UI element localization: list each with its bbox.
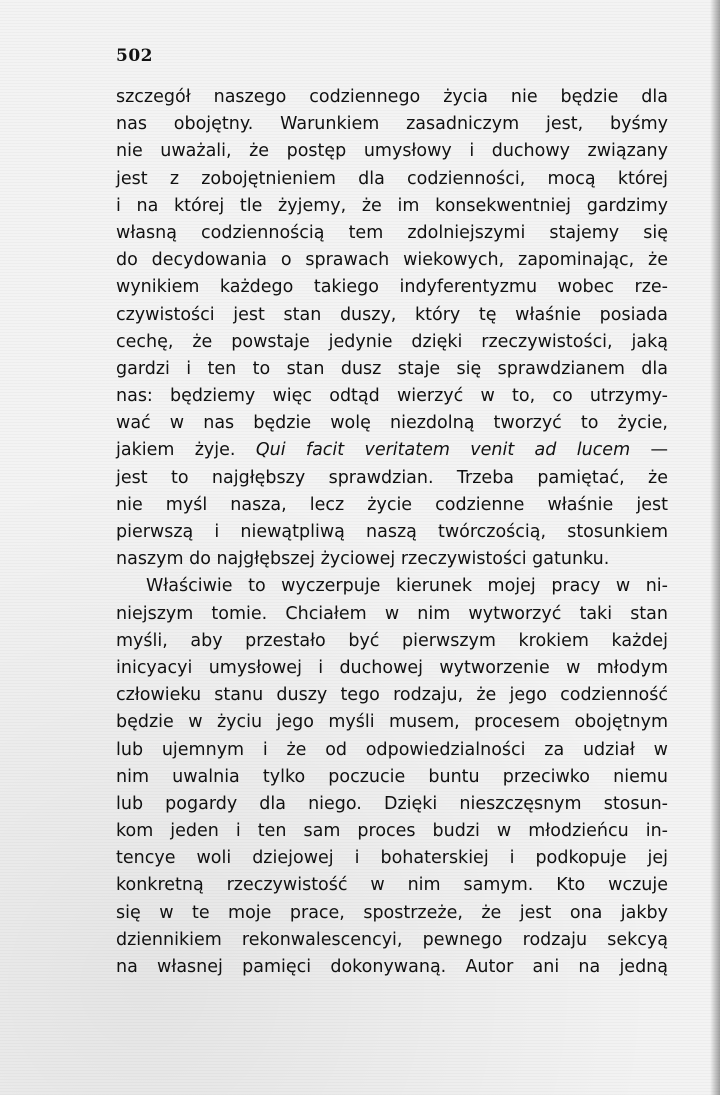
text-line: nie uważali, że postęp umysłowy i duchowy związany bbox=[116, 141, 668, 162]
text-line: szczegół naszego codziennego życia nie będzie dla bbox=[116, 87, 668, 107]
text-fragment: — bbox=[630, 440, 668, 461]
text-line: lub ujemnym i że od odpowiedzialności za udział w bbox=[116, 739, 668, 760]
text-line: lub pogardy dla niego. Dzięki nieszczęsnym stosun- bbox=[116, 793, 668, 814]
text-line: nie myśl nasza, lecz życie codzienne właśnie jest bbox=[116, 494, 668, 515]
text-line: nim uwalnia tylko poczucie buntu przeciwko niemu bbox=[116, 766, 668, 787]
text-line: cechę, że powstaje jedynie dzięki rzeczywistości, jaką bbox=[116, 331, 668, 352]
text-line: człowieku stanu duszy tego rodzaju, że jego codzienność bbox=[116, 685, 668, 706]
text-line: będzie w życiu jego myśli musem, procesem obojętnym bbox=[116, 712, 668, 733]
text-line: do decydowania o sprawach wiekowych, zapominając, że bbox=[116, 250, 668, 271]
text-line: czywistości jest stan duszy, który tę właśnie posiada bbox=[116, 304, 668, 325]
latin-quote: Qui facit veritatem venit ad lucem bbox=[255, 440, 631, 461]
text-line: wynikiem każdego takiego indyferentyzmu wobec rze- bbox=[116, 277, 668, 298]
text-line: kom jeden i ten sam proces budzi w młodzieńcu in- bbox=[116, 821, 668, 842]
text-line: tencye woli dziejowej i bohaterskiej i podkopuje jej bbox=[116, 848, 668, 869]
text-line: jest z zobojętnieniem dla codzienności, mocą której bbox=[116, 168, 668, 189]
text-line: pierwszą i niewątpliwą naszą twórczością, stosunkiem bbox=[116, 522, 668, 542]
text-line: inicyacyi umysłowej i duchowej wytworzenie w młodym bbox=[116, 657, 668, 678]
text-line: konkretną rzeczywistość w nim samym. Kto wczuje bbox=[116, 875, 668, 896]
text-line: myśli, aby przestało być pierwszym krokiem każdej bbox=[116, 630, 668, 651]
text-line-with-latin-quote bbox=[116, 437, 668, 464]
text-line: naszym do najgłębszej życiowej rzeczywistości gatunku. bbox=[116, 549, 610, 570]
text-line: się w te moje prace, spostrzeże, że jest ona jakby bbox=[116, 902, 668, 923]
text-line: nas obojętny. Warunkiem zasadniczym jest, byśmy bbox=[116, 114, 668, 135]
text-line: niejszym tomie. Chciałem w nim wytworzyć taki stan bbox=[116, 603, 668, 624]
paragraph-start-line: Właściwie to wyczerpuje kierunek mojej pracy w ni- bbox=[146, 576, 668, 597]
text-line: gardzi i ten to stan dusz staje się sprawdzianem dla bbox=[116, 358, 668, 379]
text-line: wać w nas będzie wolę niezdolną tworzyć to życie, bbox=[116, 413, 668, 434]
text-line: nas: będziemy więc odtąd wierzyć w to, co utrzymy- bbox=[116, 386, 668, 407]
text-line: dziennikiem rekonwalescencyi, pewnego rodzaju sekcyą bbox=[116, 929, 668, 950]
text-fragment: jakiem żyje. bbox=[116, 440, 256, 461]
text-line: własną codziennością tem zdolniejszymi stajemy się bbox=[116, 222, 668, 243]
page-number: 502 bbox=[116, 46, 153, 66]
text-line: na własnej pamięci dokonywaną. Autor ani na jedną bbox=[116, 957, 668, 977]
text-line: i na której tle żyjemy, że im konsekwentniej gardzimy bbox=[116, 195, 668, 216]
page-edge-shadow bbox=[710, 0, 720, 1095]
text-line: jest to najgłębszy sprawdzian. Trzeba pamiętać, że bbox=[116, 467, 668, 488]
body-text bbox=[116, 84, 668, 981]
